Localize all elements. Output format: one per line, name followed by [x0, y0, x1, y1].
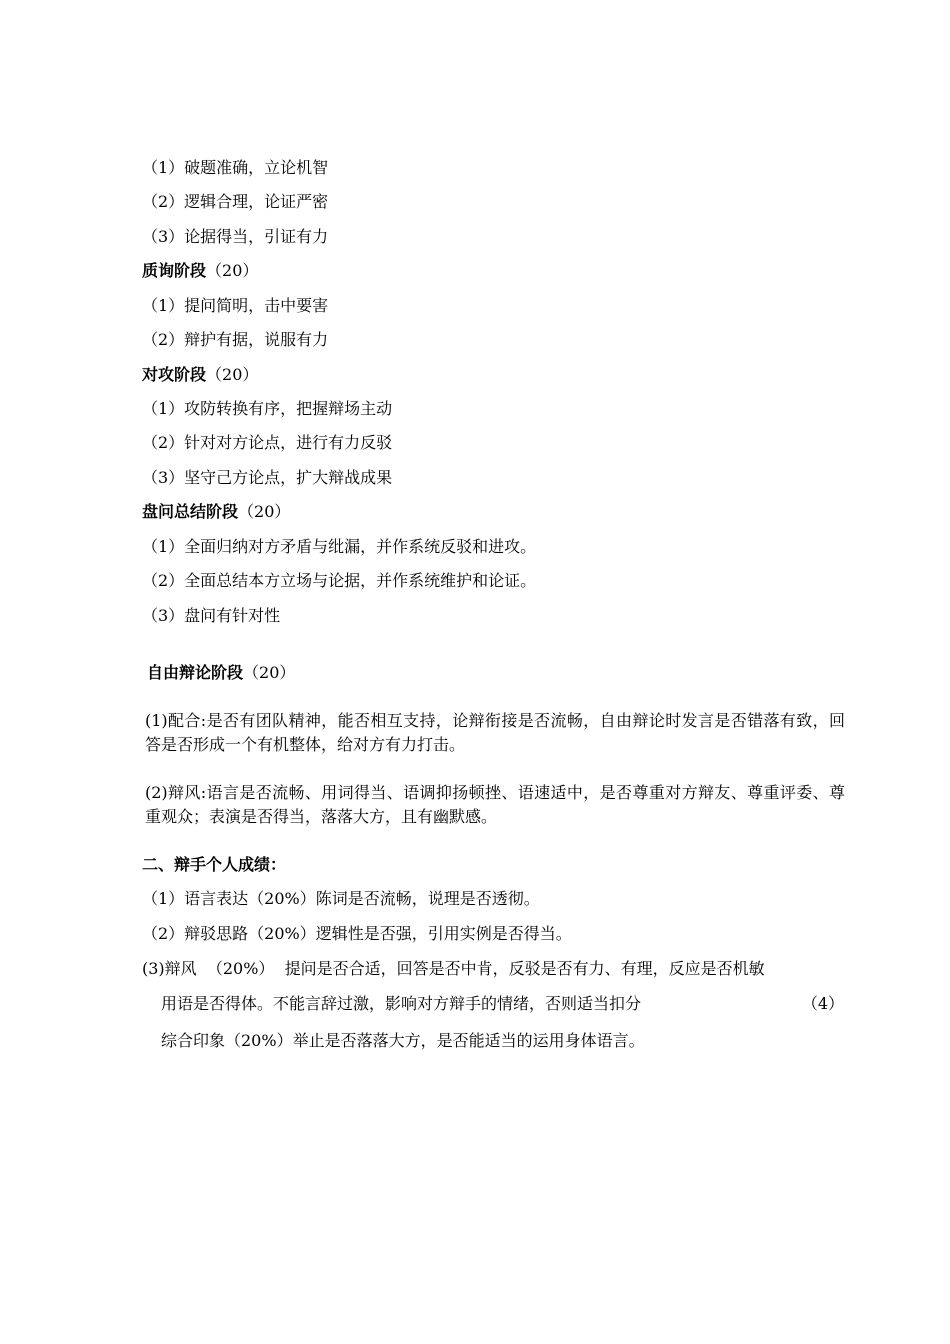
- section-score: （20）: [206, 365, 259, 384]
- section-score: （20）: [238, 502, 291, 521]
- criterion-item: （3）坚守己方论点，扩大辩战成果: [142, 468, 393, 487]
- section-heading-attack: [142, 365, 258, 385]
- criterion-item: （1）攻防转换有序，把握辩场主动: [142, 399, 393, 418]
- section-title: 自由辩论阶段: [147, 663, 244, 682]
- section-score: （20）: [206, 261, 259, 280]
- section-title: 对攻阶段: [142, 365, 207, 384]
- criterion-text: 用语是否得体。不能言辞过激，影响对方辩手的情绪，否则适当扣分: [161, 994, 642, 1013]
- criterion-item: （1）破题准确，立论机智: [142, 158, 329, 177]
- criterion-item: （1）提问简明，击中要害: [142, 296, 329, 315]
- criterion-item: (3)辩风 （20%） 提问是否合适，回答是否中肯，反驳是否有力、有理，反应是否机敏: [142, 959, 765, 978]
- section-heading-summary: [142, 502, 290, 522]
- section-heading-individual: 二、辩手个人成绩：: [142, 855, 287, 874]
- section-heading-free-debate: [147, 663, 295, 683]
- criterion-paragraph: (1)配合:是否有团队精神，能否相互支持，论辩衔接是否流畅，自由辩论时发言是否错落有致，回答是否形成一个有机整体，给对方有力打击。: [145, 711, 845, 754]
- criterion-item: （2）辩护有据，说服有力: [142, 330, 329, 349]
- criterion-item-continuation: [161, 994, 844, 1014]
- criterion-item: （3）论据得当，引证有力: [142, 227, 329, 246]
- criterion-item: （2）全面总结本方立场与论据，并作系统维护和论证。: [142, 571, 537, 590]
- criterion-item: （3）盘问有针对性: [142, 606, 281, 625]
- criterion-item: （2）辩驳思路（20%）逻辑性是否强，引用实例是否得当。: [142, 924, 572, 943]
- criterion-number: （4）: [801, 994, 844, 1013]
- section-title: 盘问总结阶段: [142, 502, 239, 521]
- section-title: 质询阶段: [142, 261, 207, 280]
- criterion-paragraph: (2)辩风:语言是否流畅、用词得当、语调抑扬顿挫、语速适中，是否尊重对方辩友、尊重评委、尊重观众；表演是否得当，落落大方，且有幽默感。: [145, 783, 845, 826]
- criterion-item: （1）全面归纳对方矛盾与纰漏，并作系统反驳和进攻。: [142, 537, 537, 556]
- criterion-item: （2）针对对方论点，进行有力反驳: [142, 433, 393, 452]
- criterion-item: （1）语言表达（20%）陈词是否流畅，说理是否透彻。: [142, 889, 540, 908]
- criterion-item: （2）逻辑合理，论证严密: [142, 192, 329, 211]
- section-score: （20）: [243, 663, 296, 682]
- criterion-item: 综合印象（20%）举止是否落落大方，是否能适当的运用身体语言。: [161, 1031, 645, 1050]
- section-heading-cross-examination: [142, 261, 258, 281]
